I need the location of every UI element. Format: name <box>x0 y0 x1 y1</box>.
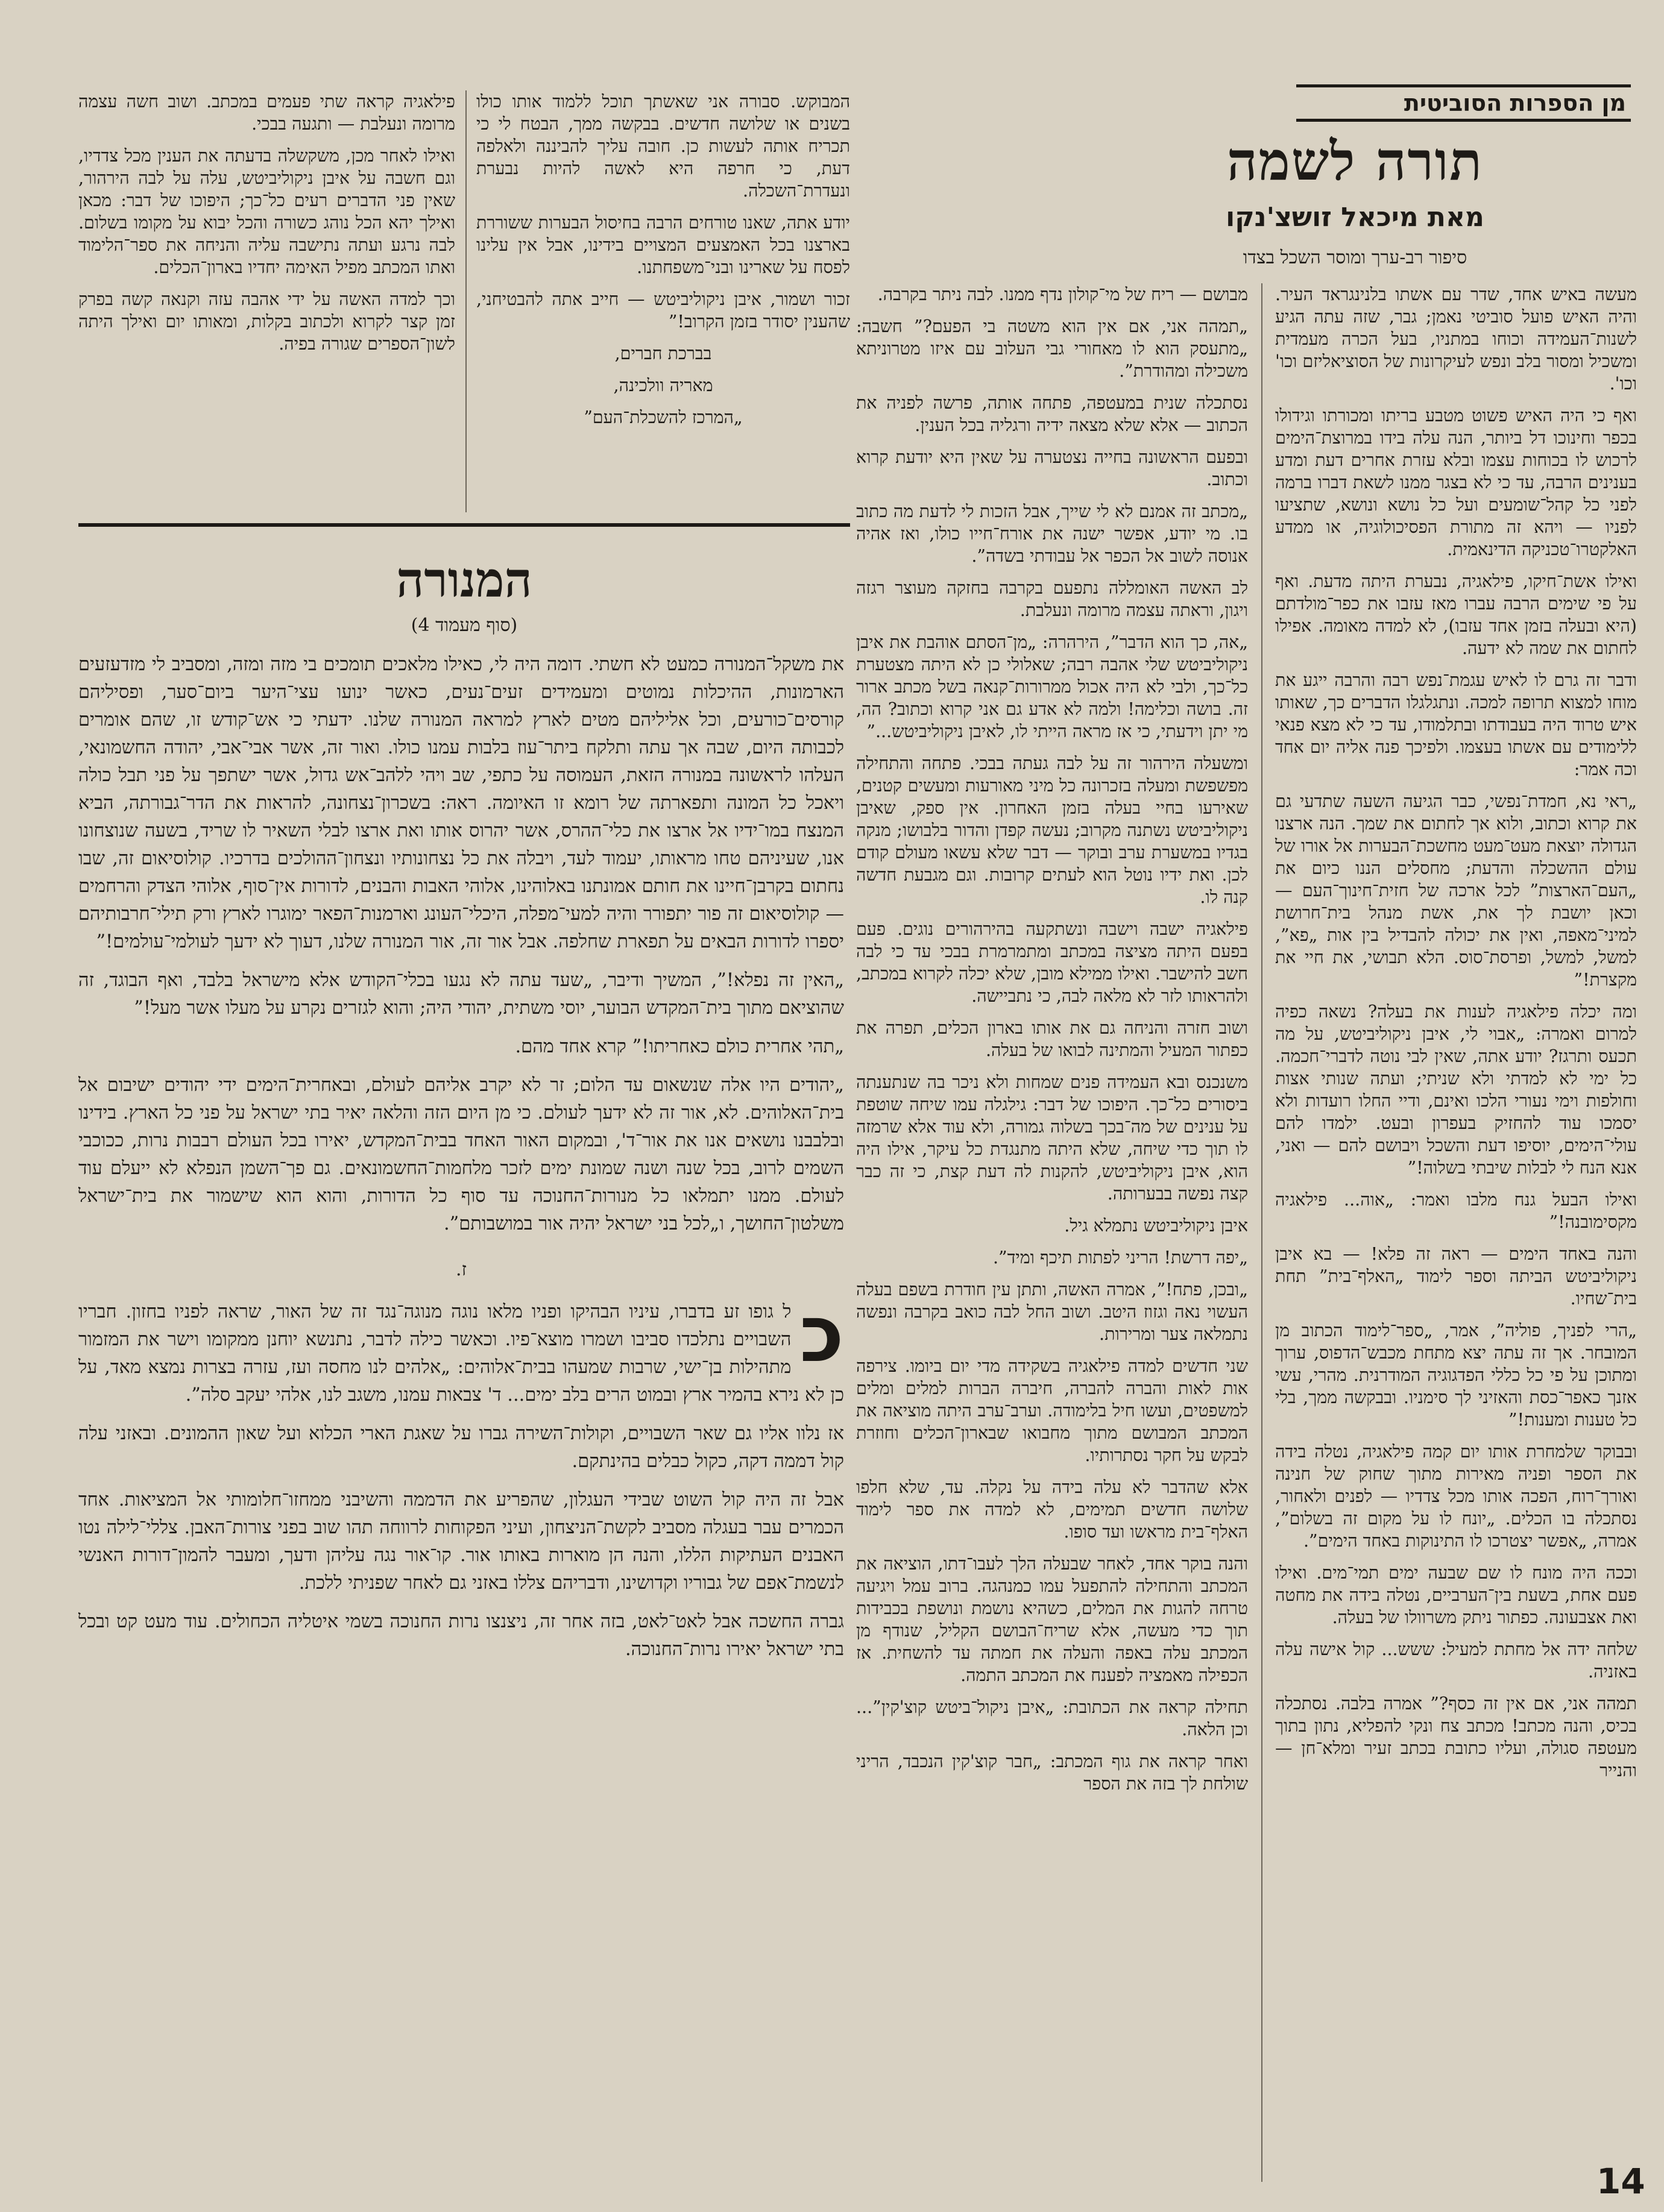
story-title: תורה לשמה <box>1227 130 1483 192</box>
paragraph: „יהודים היו אלה שנשאום עד הלום; זר לא יקרב אליהם לעולם, ובאחרית־הימים ידי יהודים ישיבום אל בית־האלוהים. לא, אור זה לא ידעך לעולם. כי מן היום הזה והלאה יאיר בתי ישראל על פני כל הארץ. בידינו ובלבבנו נושאים אנו את אור־ד', ובמקום האור האחד בבית־המקדש, יאירו בכל העולם רבבות נרות, ככוכבי השמים לרוב, בכל שנה ושנה שמונת ימים לזכר מלחמות־החשמונאים. גם פך־השמן הנפלא לא ייעלם עוד לעולם. ממנו יתמלאו כל מנורות־החנוכה עד סוף כל הדורות, והוא הוא שישמור את בית־ישראל משלטון־החושך, ו„לכל בני ישראל יהיה אור במושבותם”. <box>78 1075 844 1234</box>
paragraph: וכך למדה האשה על ידי אהבה עזה וקנאה קשה בפרק זמן קצר לקרוא ולכתוב בקלות, ומאותו יום ואילך היתה לשון־הספרים שגורה בפיה. <box>78 289 455 354</box>
column-rule <box>465 90 467 512</box>
paragraph: ואחר קראה את גוף המכתב: „חבר קוצ'קין הנכבד, הריני שולחת לך בזה את הספר <box>856 1752 1248 1794</box>
paragraph: גברה החשכה אבל לאט־לאט, בזה אחר זה, ניצנצו נרות החנוכה בשמי איטליה הכחולים. עוד מעט קט ובכל בתי ישראל יאירו נרות־החנוכה. <box>78 1611 844 1660</box>
paragraph: זכור ושמור, איבן ניקוליביטש — חייב אתה להבטיחני, שהענין יסודר בזמן הקרוב!” <box>476 289 850 331</box>
paragraph: מבושם — ריח של מי־קולון נדף ממנו. לבה ניתר בקרבה. <box>877 284 1248 304</box>
paragraph: ומשעלה הירהור זה על לבה געתה בבכי. פתחה והתחילה מפשפשת ומעלה בזכרונה כל מיני מאורעות ומעשים קטנים, שאירעו בחיי בעלה בזמן האחרון. אין ספק, שאיבן ניקוליביטש נשתנה מקרוב; נעשה קפדן והדור בלבושו; מנקה בגדיו במשערת ערב ובוקר — דבר שלא עשאו מעולם קודם לכן. ואת ידיו נוטל הוא לעתים קרובות. וגם מגבעת חדשה קנה לו. <box>856 753 1248 907</box>
story-column-1 <box>1275 283 1637 1791</box>
drop-cap: כ <box>799 1288 844 1380</box>
paragraph: ובפעם הראשונה בחייה נצטערה על שאין היא יודעת קרוא וכתוב. <box>856 447 1248 489</box>
paragraph: נסתכלה שנית במעטפה, פתחה אותה, פרשה לפניה את הכתוב — אלא שלא מצאה ידיה ורגליה בכל הענין. <box>856 393 1248 435</box>
paragraph: והנה בוקר אחד, לאחר שבעלה הלך לעבו־דתו, הוציאה את המכתב והתחילה להתפעל עמו כמנהגה. ברוב עמל ויגיעה טרחה להגות את המלים, כשהיא נושמת ונושפת בכבידות תוך כדי מעשה, אלא שריח־הבושם הקליל, שנודף מן המכתב עלה באפה והעלה את חמתה עד להשחית. אז הכפילה מאמציה לפענח את המכתב התמה. <box>856 1554 1248 1685</box>
paragraph: איבן ניקוליביטש נתמלא גיל. <box>1064 1216 1248 1236</box>
story-subtitle: סיפור רב-ערך ומוסר השכל בצדו <box>1243 247 1467 268</box>
paragraph: לב האשה האומללה נתפעם בקרבה בחזקה מעוצר רגזה ויגון, וראתה עצמה מרומה ונעלבת. <box>856 578 1248 620</box>
paragraph: פילאגיה קראה שתי פעמים במכתב. ושוב חשה עצמה מרומה ונעלבת — ותגעה בבכי. <box>78 92 455 134</box>
paragraph: תמהה אני, אם אין זה כסף?” אמרה בלבה. נסתכלה בכיס, והנה מכתב! מכתב צח ונקי להפליא, נתון בתוך מעטפה סגולה, ועליו כתובת בכתב זעיר ומלא־חן — והנייר <box>1275 1694 1637 1780</box>
paragraph: תחילה קראה את הכתובת: „איבן ניקול־ביטש קוצ'קין”... וכן הלאה. <box>856 1697 1248 1739</box>
story-column-4 <box>78 90 455 365</box>
paragraph: „אה, כך הוא הדבר”, הירהרה: „מן־הסתם אוהבת את איבן ניקוליביטש שלי אהבה רבה; שאלולי כן לא היתה מצטערת כל־כך, ולבי לא היה אכול ממרורות־קנאה בשל מכתב ארור זה. בושה וכלימה! ולמה לא אדע גם אני קרוא וכתוב? הה, מי יתן וידעתי, כי אז מראה הייתי לו, לאיבן ניקוליביטש...” <box>856 632 1248 741</box>
paragraph: ואילו הבעל גנח מלבו ואמר: „אוה... פילאגיה מקסימובנה!” <box>1275 1190 1637 1232</box>
paragraph: ודבר זה גרם לו לאיש עגמת־נפש רבה והרבה ייגע את מוחו למצוא תרופה למכה. ונתגלגלו הדברים כך, שאותו איש טרוד היה בעבודתו ובתלמודו, עד כי לא מצא פנאי ללימודים עם אשתו בעצמו. ולפיכך פנה אליה יום אחד וכה אמר: <box>1275 670 1637 779</box>
paragraph: ושוב חזרה והניחה גם את אותו בארון הכלים, תפרה את כפתור המעיל והמתינה לבואו של בעלה. <box>856 1018 1248 1060</box>
paragraph: „ובכן, פתח!”, אמרה האשה, ותתן עין חודרת בשפם בעלה העשוי נאה וגזוז היטב. ושוב החל לבה כואב בקרבה ונפשה נתמלאה צער ומרירות. <box>856 1280 1248 1344</box>
section-number: ז. <box>456 1259 467 1280</box>
paragraph: אבל זה היה קול השוט שבידי העגלון, שהפריע את הדממה והשיבני ממחזו־חלומותי אל המציאות. אחד הכמרים עבר בעגלה מסביב לקשת־הניצחון, ועיני הפקוחות לרווחה תהו שוב בפני צורות־האבן. צללי־לילה נטו האבנים העתיקות הללו, והנה הן מוארות באותו אור. קו־אור נגה עליהן ודעך, ומעבר להמון־דורות האנשי לנשמת־אפם של גבוריו וקדושינו, ודבריהם צללו באזני גם לאחר שפניתי ללכת. <box>78 1489 844 1594</box>
paragraph: אלא שהדבר לא עלה בידה על נקלה. עד, שלא חלפו שלושה חדשים תמימים, לא למדה את ספר לימוד האלף־בית מראשו ועד סופו. <box>856 1477 1248 1542</box>
paragraph: „יפה דרשת! הריני לפתות תיכף ומיד”. <box>992 1248 1248 1268</box>
paragraph: „ראי נא, חמדת־נפשי, כבר הגיעה השעה שתדעי גם את קרוא וכתוב, ולוא אך לחתום את שמך. הנה ארצנו הגדולה יוצאת מעט־מעט מחשכת־הבערות אל אורו של עולם ההשכלה והדעת; מחסלים הננו כיום את „העם־הארצות” לכל ארכה של חזית־חינוך־העם — וכאן יושבת לך את, אשת מנהל בית־חרושת למיני־מאפה, ואין את יכולה להבדיל בין אות „פא”, למשל, למשל, ופרסת־סוס. הלא תבושי, את חיי את מקצרת!” <box>1275 791 1637 990</box>
paragraph: המבוקש. סבורה אני שאשתך תוכל ללמוד אותו כולו בשנים או שלושה חדשים. בבקשה ממך, הבטח לי כי תכריח אותה לעשות כן. חובה עליך להביננה ולאלפה דעת, כי חרפה היא לאשה להיות נבערת ונעדרת־השכלה. <box>476 92 850 201</box>
section-divider <box>78 523 850 527</box>
paragraph: פילאגיה ישבה וישבה ונשתקעה בהירהורים נוגים. פעם בפעם היתה מציצה במכתב ומתמרמרת בבכי עד כי לבה חשב להישבר. ואילו ממילא מובן, שלא יכלה לקרוא במכתב, ולהראותו לזר לא מלאה לבה, כי נתביישה. <box>856 919 1248 1006</box>
paragraph: שני חדשים למדה פילאגיה בשקידה מדי יום ביומו. צירפה אות לאות והברה להברה, חיברה הברות למלים ומלים למשפטים, ועשו חיל בלימודה. וערב־ערב היתה מוציאה את המכתב המבושם מתוך מחבואו שבארון־הכלים וחוזרת לבקש על חקר נסתרותיו. <box>856 1356 1248 1465</box>
story-column-2 <box>856 283 1248 1805</box>
paragraph-text: ל גופו זע בדברו, עיניו הבהיקו ופניו מלאו נוגה מנוגה־נגד זה של האור, שראה לפניו בחזון. חבריו השבויים נתלכדו סביבו ושמרו מוצא־פיו. וכאשר כילה לדבר, נתנשא יוחנן ממקומו וישר את המזמור מתהילות בן־ישי, שרבות שמעהו בבית־אלוהים: „אלהים לנו מחסה ועז, עזרה בצרות נמצא מאד, על כן לא נירא בהמיר ארץ ובמוט הרים בלב ימים... ד' צבאות עמנו, משגב לנו, אלהי יעקב סלה”. <box>78 1301 844 1406</box>
paragraph: יודע אתה, שאנו טורחים הרבה בחיסול הבערות ששוררת בארצנו בכל האמצעים המצויים בידינו, אבל אין עלינו לפסח על שארינו ובני־משפחתנו. <box>476 213 850 277</box>
paragraph: „תהי אחרית כולם כאחריתו!” קרא אחד מהם. <box>515 1036 844 1057</box>
paragraph: „מכתב זה אמנם לא לי שייך, אבל הזכות לי לדעת מה כתוב בו. מי יודע, אפשר ישנה את אורח־חייו כולו, ואז אהיה אנוסה לשוב אל הכפר אל עבודתי בשדה”. <box>856 501 1248 566</box>
paragraph: אז נלוו אליו גם שאר השבויים, וקולות־השירה גברו על שאגת הארי הכלוא ועל שאון ההמונים. ובאזני עלה קול דממה דקה, כקול כבלים בהינתקם. <box>78 1423 844 1472</box>
paragraph: ואילו לאחר מכן, משקשלה בדעתה את הענין מכל צדדיו, וגם חשבה על איבן ניקוליביטש, עלה על לבה הירהור, שאין פני הדברים רעים כל־כך; היפוכו של דבר: מכאן ואילך יהא הכל נוהג כשורה והכל יבוא על מקומו בשלום. לבה נרגע ועתה נתישבה עליה והניחה את ספר־הלימוד ואתו המכתב מפיל האימה יחדיו בארון־הכלים. <box>78 146 455 277</box>
paragraph: „הרי לפניך, פוליה”, אמר, „ספר־לימוד הכתוב מן המובחר. אך זה עתה יצא מתחת מכבש־הדפוס, ערוך ומתוכן על פי כל כללי הפדגוגיה המודרנית. מהרי, עשי אזנך כאפר־כסת והאזיני לך סימניו. ובבקשה ממך, בלי כל טענות ומענות!” <box>1275 1321 1637 1430</box>
menorah-body <box>78 651 844 1674</box>
paragraph: שלחה ידה אל מחתת למעיל: ששש... קול אישה עלה באזניה. <box>1275 1639 1637 1682</box>
signoff-line: „המרכז להשכלת־העם” <box>584 407 743 427</box>
paragraph: את משקל־המנורה כמעט לא חשתי. דומה היה לי, כאילו מלאכים תומכים בי מזה ומזה, ומסביב לי מזדעזעים הארמונות, ההיכלות נמוטים ומעמידים זעים־נעים, כאשר ינועו עצי־היער ביום־סער, ופסיליהם קורסים־כורעים, וכל אליליהם מטים לארץ למראה המנורה שלנו. ידעתי כי אש־קודש זו, שהם אומרים לכבותה היום, שבה אך עתה ותלקח ביתר־עוז בלבות עמנו כולו. ואור זה, אשר אבי־אבי, יהודה החשמונאי, העלהו לראשונה במנורה הזאת, העמוסה על כתפי, שב ויהי ללהב־אש גדול, אשר ישתפך על פני תבל כולה ויאכל כל המונה ותפארתה של רומא זו האיומה. ראה: בשכרון־נצחונה, להראות את הדר־גבורתה, הביא המנצח במו־ידיו אל ארצו את כלי־ההרס, אשר יהרוס אותו ואת ארצו לבלי השאיר לו שריד, בשעה שנוצחונו אנו, שעיניהם טחו מראותו, יעמוד לעד, ויבלה את כל נצחונותיו ונצחון־ההולכים בדרכיו. קולוסיאום זה, שבו נחתום בקרבן־חיינו את חותם אמונתנו באלוהינו, אלוהי האבות והבנים, לדורות אין־סוף, אלוהי הצדק והרחמים — קולוסיאום זה פור יתפורר והיה למעי־מפלה, היכלי־העונג וארמנות־הפאר ימוגרו לארץ ורק תילי־חרבותיהם יספרו לדורות הבאים על תפארת שחלפה. אבל אור זה, אור המנורה שלנו, דעוך לא ידעך לעולמי־עולמים!” <box>78 654 844 952</box>
section-header: מן הספרות הסוביטית <box>1296 84 1631 122</box>
paragraph: ואילו אשת־חיקו, פילאגיה, נבערת היתה מדעת. ואף על פי שימים הרבה עברו מאז עזבו את כפר־מולדתם (היא ובעלה בזמן אחד עזבו), לא למדה מאומה. אפילו לחתום את שמה לא ידעה. <box>1275 571 1637 658</box>
paragraph: ובבוקר שלמחרת אותו יום קמה פילאגיה, נטלה בידה את הספר ופניה מאירות מתוך שחוק של חנינה ואורך־רוח, הפכה אותו מכל צדדיו — לפנים ולאחור, נסתכלה בו הכלים. „יונח לו על מקום זה בשלום”, אמרה, „אפשר יצטרכו לו התינוקות באחד הימים”. <box>1275 1442 1637 1551</box>
menorah-title: המנורה <box>396 551 532 608</box>
paragraph: „האין זה נפלא!”, המשיך ודיבר, „שעד עתה לא נגעו בכלי־הקודש אלא מישראל בלבד, ואף הבוגד, זה שהוציאם מתוך בית־המקדש הבוער, יוסי משתית, יהודי היה; והוא לגזרים נקרע על מעלו אשר מעל!” <box>78 970 844 1019</box>
paragraph: ואף כי היה האיש פשוט מטבע בריתו ומכורתו וגידולו בכפר וחינוכו דל ביותר, הנה עלה בידו במרוצת־הימים לרכוש לו בכוחות עצמו ובלא עזרת אחרים דעת ומדע בענינים הרבה, עד כי לא בצגר ממנו לשאת דברו ברמה לפני כל קהל־שומעים ועל כל נושא ונושא, שתציעו לפניו — ויהא זה מתורת הפסיכולוגיה, או ממדע האלקטרו־טכניקה הדינאמית. <box>1275 406 1637 559</box>
page-number: 14 <box>1596 2161 1645 2202</box>
paragraph <box>78 1288 844 1409</box>
story-byline: מאת מיכאל זושצ'נקו <box>1226 202 1484 233</box>
paragraph: „תמהה אני, אם אין הוא משטה בי הפעם?” חשבה: „מתעסק הוא לו מאחורי גבי העלוב עם איזו מטרוניתא משכילה ומהודרת”. <box>856 316 1248 381</box>
story-column-3 <box>476 90 850 438</box>
paragraph: מעשה באיש אחד, שדר עם אשתו בלנינגראד העיר. והיה האיש פועל סוביטי נאמן; גבר, שזה עתה הגיע לשנות־העמידה וכוחו במתניו, בעל הכרה מעמדית ומשכיל ומסור בלב ונפש לעיקרונות של הסוציאליזם וכו' וכו'. <box>1275 284 1637 394</box>
column-rule <box>1261 283 1262 2182</box>
paragraph: והנה באחד הימים — ראה זה פלא! — בא איבן ניקוליביטש הביתה וספר לימוד „האלף־בית” תחת בית־שחיו. <box>1275 1244 1637 1309</box>
paragraph: משנכנס ובא העמידה פנים שמחות ולא ניכר בה שנתענתה ביסורים כל־כך. היפוכו של דבר: גילגלה עמו שיחה שוטפת על ענינים של מה־בכך בשלוה גמורה, ולא עוד אלא שרמזה לו תוך כדי שיחה, שלא היתה מתנגדת כל עיקר, אילו היה הוא, איבן ניקוליביטש, להקנות לה דעת קצת, כי זה כבר קצה נפשה בבערותה. <box>856 1072 1248 1204</box>
menorah-continuation: (סוף מעמוד 4) <box>411 615 518 636</box>
paragraph: ומה יכלה פילאגיה לענות את בעלה? נשאה כפיה למרום ואמרה: „אבוי לי, איבן ניקוליביטש, על מה תכעס ותרגז? יודע אתה, שאין לבי נוטה לדברי־חכמה. כל ימי לא למדתי ולא שניתי; ועתה שנותי אצות וחולפות וימי נעורי הלכו ואינם, ודיי החלו רועדות ולא יסמכו עוד להחזיק בעפרון ובעט. ילמדו להם עולי־הימים, יוסיפו דעת והשכל ויבושם להם — ואני, אנא הנח לי לבלות שיבתי בשלוה!” <box>1275 1002 1637 1178</box>
signoff-line: בברכת חברים, <box>614 344 712 363</box>
signoff-line: מאריה וולכינה, <box>613 375 713 395</box>
paragraph: וככה היה מונח לו שם שבעה ימים תמי־מים. ואילו פעם אחת, בשעת בין־הערביים, נטלה בידה את מחטה ואת אצבעונה. כפתור ניתק משרוולו של בעלה. <box>1275 1563 1637 1627</box>
